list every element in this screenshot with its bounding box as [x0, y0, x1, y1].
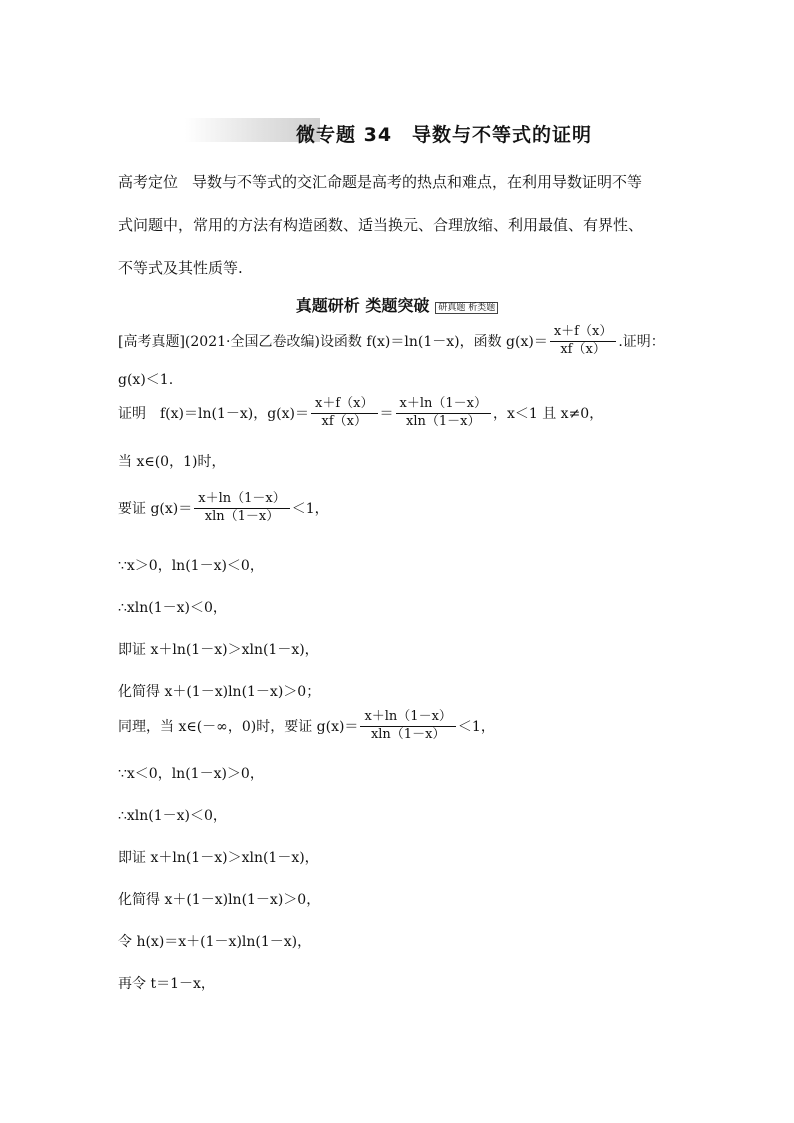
proof-line-6: 即证 x＋ln(1－x)＞xln(1－x)，	[118, 642, 319, 658]
proof-line-3: 要证 g(x)＝ $\frac{x+\ln(1-x)}{xln(1-x)}$ ＜1，	[118, 491, 329, 524]
intro-label: 高考定位	[118, 173, 179, 191]
section-tag: 研真题 析类题	[435, 302, 498, 314]
proof-line-7: 化简得 x＋(1－x)ln(1－x)＞0；	[118, 684, 321, 700]
intro-line-1: 高考定位 导数与不等式的交汇命题是高考的热点和难点，在利用导数证明不等	[118, 173, 643, 191]
proof-line-11: 即证 x＋ln(1－x)＞xln(1－x)，	[118, 850, 319, 866]
proof-line-9: ∵x＜0，ln(1－x)＞0，	[118, 766, 264, 782]
proof-line-8: 同理，当 x∈(－∞，0)时，要证 g(x)＝ $\frac{x+\ln(1-x)}{xln(1-x)}$ ＜1，	[118, 709, 495, 742]
fraction: $\frac{x+\ln(1-x)}{xln(1-x)}$	[396, 397, 491, 430]
proof-line-4: ∵x＞0，ln(1－x)＜0，	[118, 558, 264, 574]
proof-line-13: 令 h(x)＝x＋(1－x)ln(1－x)，	[118, 934, 312, 950]
page-title: 微专题 34 导数与不等式的证明	[296, 124, 593, 146]
problem-source: [高考真题](2021·全国乙卷改编)	[118, 334, 320, 351]
problem-line-2: g(x)＜1.	[118, 372, 174, 388]
fraction: $\frac{x+\ln(1-x)}{xln(1-x)}$	[360, 710, 455, 743]
proof-line-1: 证明 f(x)＝ln(1－x)，g(x)＝ $\frac{x+f(x)}{xf(x)}$ ＝ $\frac{x+\ln(1-x)}{xln(1-x)}$ ，x＜1 且 x≠0，	[118, 396, 604, 429]
intro-line-3: 不等式及其性质等.	[118, 259, 243, 277]
fraction: $\frac{x+f(x)}{xf(x)}$	[550, 325, 616, 358]
proof-line-5: ∴xln(1－x)＜0，	[118, 600, 227, 616]
proof-line-10: ∴xln(1－x)＜0，	[118, 808, 227, 824]
proof-line-14: 再令 t＝1－x，	[118, 976, 215, 992]
section-heading: 真题研析 类题突破 研真题 析类题	[0, 293, 794, 316]
fraction: $\frac{x+\ln(1-x)}{xln(1-x)}$	[194, 492, 289, 525]
proof-line-2: 当 x∈(0，1)时，	[118, 454, 226, 470]
proof-line-12: 化简得 x＋(1－x)ln(1－x)＞0，	[118, 892, 321, 908]
intro-line-2: 式问题中，常用的方法有构造函数、适当换元、合理放缩、利用最值、有界性、	[118, 216, 644, 234]
fraction: $\frac{x+f(x)}{xf(x)}$	[311, 397, 377, 430]
problem-line-1: [高考真题](2021·全国乙卷改编) 设函数 f(x)＝ln(1－x)，函数 g(x)＝ $\frac{x+f(x)}{xf(x)}$ .证明：	[118, 324, 665, 357]
